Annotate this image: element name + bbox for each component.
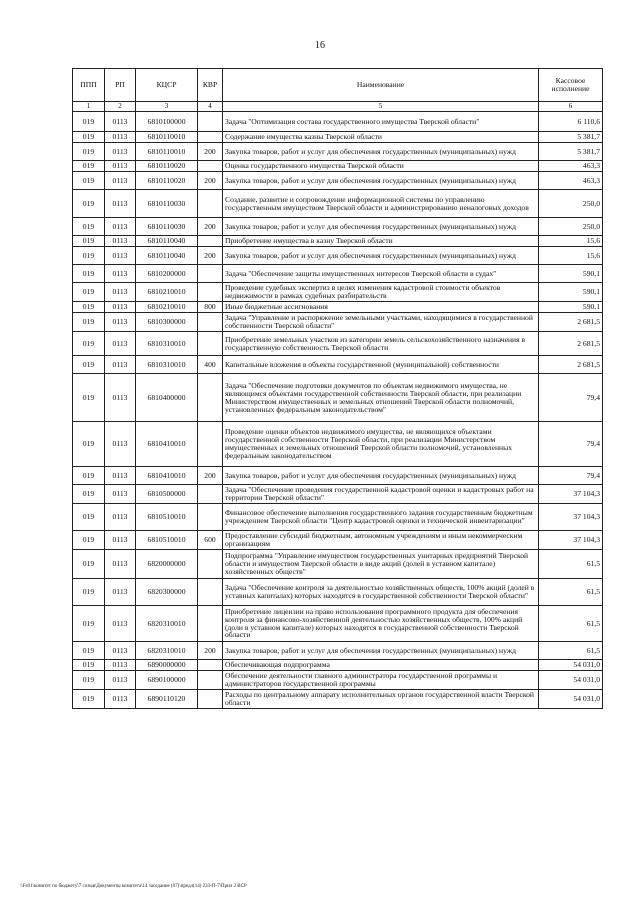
cell-amount: 54 031,0 [539, 670, 603, 689]
cell-ppp: 019 [73, 283, 105, 302]
cell-rp: 0113 [105, 247, 136, 265]
cell-amount: 15,6 [539, 236, 603, 247]
cell-amount: 5 381,7 [539, 132, 603, 143]
cell-kcsr: 6820000000 [136, 550, 198, 579]
table-row [73, 283, 603, 302]
cell-name: Задача "Управление и распоряжение земельными участками, находящимися в государственной собственности Тверской области" [223, 313, 539, 332]
cell-kcsr: 6810110020 [136, 161, 198, 172]
cell-kvr [198, 660, 223, 671]
cell-name: Закупка товаров, работ и услуг для обеспечения государственных (муниципальных) нужд [223, 143, 539, 161]
cell-rp: 0113 [105, 689, 136, 708]
cell-ppp: 019 [73, 606, 105, 642]
cell-kvr [198, 422, 223, 467]
cell-kvr: 200 [198, 143, 223, 161]
cell-amount: 79,4 [539, 374, 603, 422]
cell-kcsr: 6820300000 [136, 579, 198, 606]
cell-ppp: 019 [73, 218, 105, 236]
cell-kcsr: 6810110010 [136, 143, 198, 161]
cell-kvr: 200 [198, 247, 223, 265]
cell-rp: 0113 [105, 356, 136, 374]
col-header-kvr: КВР [198, 69, 223, 102]
cell-ppp: 019 [73, 422, 105, 467]
cell-name: Приобретение земельных участков из категории земель сельскохозяйственного назначения в государственную собственность Тверской области [223, 332, 539, 356]
cell-rp: 0113 [105, 313, 136, 332]
cell-name: Подпрограмма "Управление имуществом государственных унитарных предприятий Тверской области и имуществом Тверской области в виде акций (долей в уставном капитале) хозяйственных обществ" [223, 550, 539, 579]
cell-kvr [198, 689, 223, 708]
cell-kcsr: 6810100000 [136, 112, 198, 132]
footer-file-path: \\Fs01\комитет по бюджету\7 созыв\Документы комитета\14 заседание (07)\предл(14) 233-П-7\Прил 2 ВСР [20, 884, 247, 889]
table-row [73, 660, 603, 671]
cell-kvr: 200 [198, 172, 223, 190]
cell-ppp: 019 [73, 265, 105, 283]
cell-name: Финансовое обеспечение выполнения государственного задания государственным бюджетным учреждением Тверской области "Центр кадастровой оценки и технической инвентаризации" [223, 504, 539, 531]
cell-rp: 0113 [105, 283, 136, 302]
cell-ppp: 019 [73, 689, 105, 708]
cell-rp: 0113 [105, 161, 136, 172]
cell-kcsr: 6810310010 [136, 356, 198, 374]
cell-rp: 0113 [105, 504, 136, 531]
cell-kcsr: 6810210010 [136, 283, 198, 302]
cell-ppp: 019 [73, 132, 105, 143]
cell-ppp: 019 [73, 332, 105, 356]
cell-amount: 37 104,3 [539, 504, 603, 531]
cell-amount: 590,1 [539, 283, 603, 302]
cell-rp: 0113 [105, 422, 136, 467]
table-row [73, 606, 603, 642]
cell-kvr [198, 606, 223, 642]
cell-name: Обеспечивающая подпрограмма [223, 660, 539, 671]
cell-ppp: 019 [73, 313, 105, 332]
cell-ppp: 019 [73, 467, 105, 485]
cell-name: Оценка государственного имущества Тверской области [223, 161, 539, 172]
column-number: 1 [73, 102, 105, 112]
cell-kcsr: 6810410010 [136, 422, 198, 467]
cell-name: Капитальные вложения в объекты государственной (муниципальной) собственности [223, 356, 539, 374]
cell-amount: 61,5 [539, 579, 603, 606]
cell-ppp: 019 [73, 660, 105, 671]
cell-amount: 37 104,3 [539, 531, 603, 550]
cell-ppp: 019 [73, 112, 105, 132]
cell-ppp: 019 [73, 374, 105, 422]
cell-name: Расходы по центральному аппарату исполнительных органов государственной власти Тверской области [223, 689, 539, 708]
cell-kvr [198, 579, 223, 606]
cell-ppp: 019 [73, 143, 105, 161]
cell-name: Задача "Обеспечение защиты имущественных интересов Тверской области в судах" [223, 265, 539, 283]
table-row [73, 313, 603, 332]
col-header-kcsr: КЦСР [136, 69, 198, 102]
cell-rp: 0113 [105, 332, 136, 356]
cell-rp: 0113 [105, 374, 136, 422]
cell-ppp: 019 [73, 550, 105, 579]
cell-kcsr: 6890000000 [136, 660, 198, 671]
cell-kcsr: 6810410010 [136, 467, 198, 485]
cell-kcsr: 6810310010 [136, 332, 198, 356]
cell-ppp: 019 [73, 190, 105, 218]
cell-kvr [198, 190, 223, 218]
table-row [73, 531, 603, 550]
cell-amount: 79,4 [539, 467, 603, 485]
cell-ppp: 019 [73, 172, 105, 190]
cell-rp: 0113 [105, 670, 136, 689]
cell-rp: 0113 [105, 236, 136, 247]
cell-rp: 0113 [105, 265, 136, 283]
table-row [73, 172, 603, 190]
cell-amount: 463,3 [539, 172, 603, 190]
cell-ppp: 019 [73, 161, 105, 172]
cell-kcsr: 6810110020 [136, 172, 198, 190]
cell-name: Иные бюджетные ассигнования [223, 302, 539, 313]
table-row [73, 670, 603, 689]
cell-name: Закупка товаров, работ и услуг для обеспечения государственных (муниципальных) нужд [223, 642, 539, 660]
cell-name: Закупка товаров, работ и услуг для обеспечения государственных (муниципальных) нужд [223, 218, 539, 236]
cell-ppp: 019 [73, 485, 105, 504]
cell-amount: 54 031,0 [539, 689, 603, 708]
cell-name: Закупка товаров, работ и услуг для обеспечения государственных (муниципальных) нужд [223, 172, 539, 190]
cell-kcsr: 6890100000 [136, 670, 198, 689]
table-row [73, 132, 603, 143]
cell-rp: 0113 [105, 550, 136, 579]
cell-amount: 590,1 [539, 265, 603, 283]
cell-kcsr: 6820310010 [136, 606, 198, 642]
table-row [73, 332, 603, 356]
cell-amount: 61,5 [539, 642, 603, 660]
table-row [73, 689, 603, 708]
cell-kvr [198, 504, 223, 531]
cell-ppp: 019 [73, 236, 105, 247]
cell-amount: 61,5 [539, 550, 603, 579]
cell-ppp: 019 [73, 247, 105, 265]
cell-amount: 2 681,5 [539, 356, 603, 374]
cell-ppp: 019 [73, 531, 105, 550]
table-row [73, 190, 603, 218]
cell-kvr: 400 [198, 356, 223, 374]
cell-name: Задача "Обеспечение подготовки документов по объектам недвижимого имущества, не являющимся объектами государственной собственности Тверской области, при реализации Министерством имущественных и земельных отношений Тверской области полномочий, установленных федеральным законодательством" [223, 374, 539, 422]
cell-name: Закупка товаров, работ и услуг для обеспечения государственных (муниципальных) нужд [223, 467, 539, 485]
table-row [73, 504, 603, 531]
cell-name: Обеспечение деятельности главного администратора государственной программы и администраторов государственной программы [223, 670, 539, 689]
table-row [73, 236, 603, 247]
cell-name: Содержание имущества казны Тверской области [223, 132, 539, 143]
cell-kcsr: 6810110030 [136, 218, 198, 236]
cell-ppp: 019 [73, 356, 105, 374]
cell-name: Закупка товаров, работ и услуг для обеспечения государственных (муниципальных) нужд [223, 247, 539, 265]
table-row [73, 161, 603, 172]
cell-name: Проведение судебных экспертиз в целях изменения кадастровой стоимости объектов недвижимости в рамках судебных разбирательств [223, 283, 539, 302]
table-row [73, 143, 603, 161]
table-row [73, 422, 603, 467]
cell-rp: 0113 [105, 218, 136, 236]
column-number: 2 [105, 102, 136, 112]
cell-rp: 0113 [105, 467, 136, 485]
table-row [73, 550, 603, 579]
cell-kvr [198, 670, 223, 689]
page-number: 16 [315, 40, 325, 51]
column-number: 4 [198, 102, 223, 112]
cell-name: Задача "Обеспечение контроля за деятельностью хозяйственных обществ, 100% акций (долей в уставных капиталах) которых находятся в государственной собственности Тверской области" [223, 579, 539, 606]
cell-kvr: 200 [198, 467, 223, 485]
table-row [73, 642, 603, 660]
cell-kcsr: 6810510010 [136, 504, 198, 531]
cell-ppp: 019 [73, 579, 105, 606]
cell-amount: 250,0 [539, 190, 603, 218]
cell-kvr [198, 550, 223, 579]
cell-kcsr: 6810500000 [136, 485, 198, 504]
cell-name: Задача "Оптимизация состава государственного имущества Тверской области" [223, 112, 539, 132]
column-number-row [73, 102, 603, 112]
column-number: 3 [136, 102, 198, 112]
cell-kvr [198, 485, 223, 504]
cell-amount: 2 681,5 [539, 332, 603, 356]
cell-kvr: 800 [198, 302, 223, 313]
table-body [73, 112, 603, 709]
cell-kcsr: 6810110010 [136, 132, 198, 143]
cell-kvr: 600 [198, 531, 223, 550]
cell-rp: 0113 [105, 660, 136, 671]
cell-kcsr: 6810510010 [136, 531, 198, 550]
cell-kvr [198, 161, 223, 172]
cell-kcsr: 6890110120 [136, 689, 198, 708]
cell-kcsr: 6820310010 [136, 642, 198, 660]
cell-rp: 0113 [105, 112, 136, 132]
cell-amount: 250,0 [539, 218, 603, 236]
cell-kvr [198, 265, 223, 283]
cell-amount: 2 681,5 [539, 313, 603, 332]
cell-amount: 590,1 [539, 302, 603, 313]
cell-ppp: 019 [73, 302, 105, 313]
column-number: 6 [539, 102, 603, 112]
cell-name: Проведение оценки объектов недвижимого имущества, не являющихся объектами государственной собственности Тверской области, при реализации Министерством имущественных и земельных отношений Тверской области полномочий, установленных федеральным законодательством [223, 422, 539, 467]
table-row [73, 247, 603, 265]
cell-kvr: 200 [198, 218, 223, 236]
cell-kcsr: 6810210010 [136, 302, 198, 313]
cell-amount: 79,4 [539, 422, 603, 467]
cell-kvr: 200 [198, 642, 223, 660]
cell-amount: 463,3 [539, 161, 603, 172]
cell-amount: 61,5 [539, 606, 603, 642]
col-header-rp: РП [105, 69, 136, 102]
cell-name: Приобретение имущества в казну Тверской области [223, 236, 539, 247]
cell-kcsr: 6810300000 [136, 313, 198, 332]
column-number: 5 [223, 102, 539, 112]
cell-amount: 37 104,3 [539, 485, 603, 504]
budget-execution-table [72, 68, 603, 709]
cell-kvr [198, 236, 223, 247]
cell-kvr [198, 374, 223, 422]
table-row [73, 485, 603, 504]
table-row [73, 356, 603, 374]
cell-kcsr: 6810110040 [136, 247, 198, 265]
cell-kvr [198, 132, 223, 143]
table-row [73, 112, 603, 132]
col-header-name: Наименование [223, 69, 539, 102]
cell-kvr [198, 332, 223, 356]
cell-name: Приобретение лицензии на право использования программного продукта для обеспечения контроля за финансово-хозяйственной деятельностью хозяйственных обществ, 100% акций (доли в уставном капитале) которых находятся в государственной собственности Тверской области [223, 606, 539, 642]
cell-kvr [198, 313, 223, 332]
cell-rp: 0113 [105, 143, 136, 161]
cell-ppp: 019 [73, 642, 105, 660]
table-row [73, 265, 603, 283]
cell-kcsr: 6810110040 [136, 236, 198, 247]
cell-amount: 6 110,6 [539, 112, 603, 132]
cell-rp: 0113 [105, 579, 136, 606]
cell-amount: 54 031,0 [539, 660, 603, 671]
cell-kcsr: 6810400000 [136, 374, 198, 422]
col-header-ppp: ППП [73, 69, 105, 102]
table-row [73, 374, 603, 422]
cell-kcsr: 6810110030 [136, 190, 198, 218]
cell-ppp: 019 [73, 670, 105, 689]
table-header-row [73, 69, 603, 102]
cell-rp: 0113 [105, 132, 136, 143]
col-header-amount: Кассовое исполнение [539, 69, 603, 102]
cell-ppp: 019 [73, 504, 105, 531]
table-row [73, 218, 603, 236]
cell-amount: 5 381,7 [539, 143, 603, 161]
cell-name: Задача "Обеспечение проведения государственной кадастровой оценки и кадастровых работ на территории Тверской области" [223, 485, 539, 504]
cell-rp: 0113 [105, 485, 136, 504]
cell-kcsr: 6810200000 [136, 265, 198, 283]
cell-rp: 0113 [105, 642, 136, 660]
table-row [73, 579, 603, 606]
cell-rp: 0113 [105, 531, 136, 550]
cell-name: Создание, развитие и сопровождение информационной системы по управлению государственным имуществом Тверской области и администрированию неналоговых доходов [223, 190, 539, 218]
cell-rp: 0113 [105, 302, 136, 313]
cell-amount: 15,6 [539, 247, 603, 265]
cell-rp: 0113 [105, 606, 136, 642]
cell-rp: 0113 [105, 172, 136, 190]
cell-rp: 0113 [105, 190, 136, 218]
table-row [73, 467, 603, 485]
cell-kvr [198, 112, 223, 132]
cell-kvr [198, 283, 223, 302]
cell-name: Предоставление субсидий бюджетным, автономным учреждениям и иным некоммерческим организациям [223, 531, 539, 550]
table-row [73, 302, 603, 313]
